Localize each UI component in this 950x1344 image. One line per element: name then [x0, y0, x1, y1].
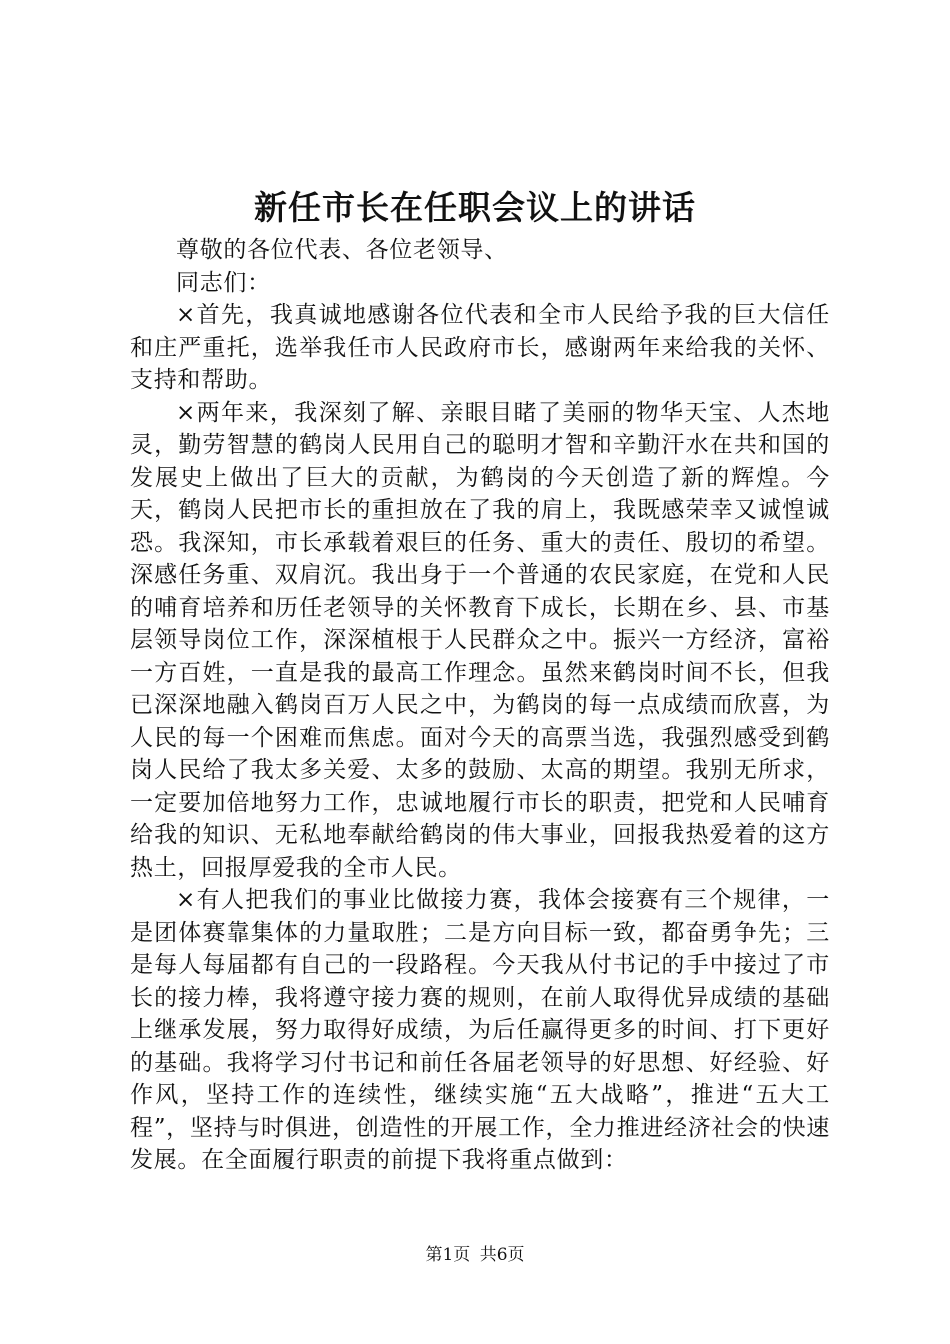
- salutation-line-1: 尊敬的各位代表、各位老领导、: [176, 237, 508, 263]
- body-paragraph: ×两年来，我深刻了解、亲眼目睹了美丽的物华天宝、人杰地灵，勤劳智慧的鹤岗人民用自己的聪明才智和辛勤汗水在共和国的发展史上做出了巨大的贡献，为鹤岗的今天创造了新的辉煌。今天，鹤岗人民把市长的重担放在了我的肩上，我既感荣幸又诚惶诚恐。我深知，市长承载着艰巨的任务、重大的责任、殷切的希望。深感任务重、双肩沉。我出身于一个普通的农民家庭，在党和人民的哺育培养和历任老领导的关怀教育下成长，长期在乡、县、市基层领导岗位工作，深深植根于人民群众之中。振兴一方经济，富裕一方百姓，一直是我的最高工作理念。虽然来鹤岗时间不长，但我已深深地融入鹤岗百万人民之中，为鹤岗的每一点成绩而欣喜，为人民的每一个困难而焦虑。面对今天的高票当选，我强烈感受到鹤岗人民给了我太多关爱、太多的鼓励、太高的期望。我别无所求，一定要加倍地努力工作，忠诚地履行市长的职责，把党和人民哺育给我的知识、无私地奉献给鹤岗的伟大事业，回报我热爱着的这方热土，回报厚爱我的全市人民。: [130, 399, 830, 881]
- document-body: [130, 234, 830, 1177]
- document-title: 新任市长在任职会议上的讲话: [254, 188, 696, 227]
- page-number: 第1页: [425, 1245, 471, 1265]
- body-paragraph: ×首先，我真诚地感谢各位代表和全市人民给予我的巨大信任和庄严重托，选举我任市人民政府市长，感谢两年来给我的关怀、支持和帮助。: [130, 302, 830, 393]
- page-total: 共6页: [479, 1245, 525, 1265]
- body-paragraph: ×有人把我们的事业比做接力赛，我体会接赛有三个规律，一是团体赛靠集体的力量取胜；二是方向目标一致，都奋勇争先；三是每人每届都有自己的一段路程。今天我从付书记的手中接过了市长的接力棒，我将遵守接力赛的规则，在前人取得优异成绩的基础上继承发展，努力取得好成绩，为后任赢得更多的时间、打下更好的基础。我将学习付书记和前任各届老领导的好思想、好经验、好作风，坚持工作的连续性，继续实施“五大战略”，推进“五大工程”，坚持与时俱进，创造性的开展工作，全力推进经济社会的快速发展。在全面履行职责的前提下我将重点做到：: [130, 887, 830, 1173]
- salutation-line-2: 同志们：: [176, 269, 271, 296]
- page-footer: [0, 1243, 950, 1267]
